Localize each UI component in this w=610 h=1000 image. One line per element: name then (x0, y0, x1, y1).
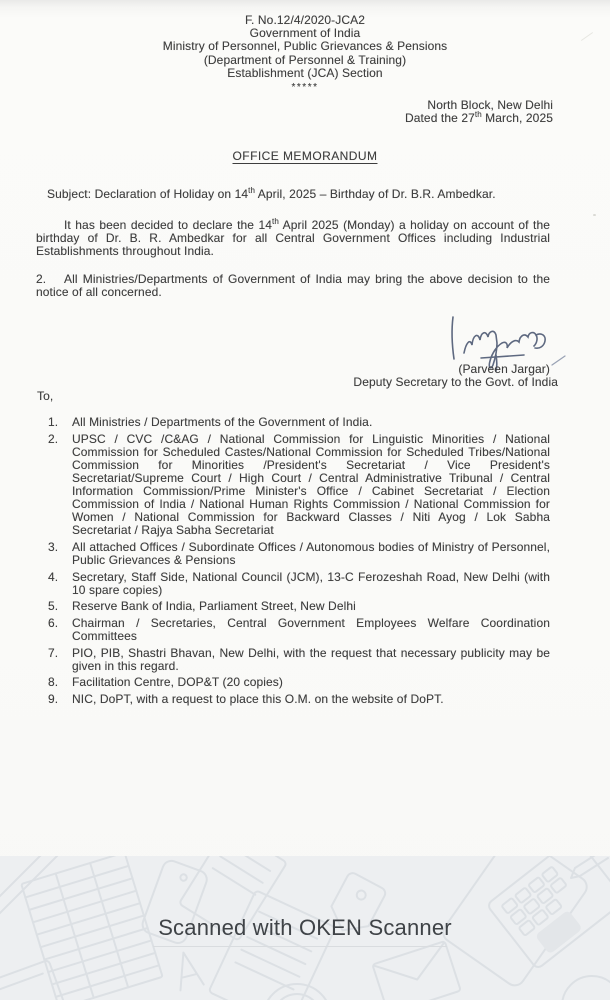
recipient-item: 5. Reserve Bank of India, Parliament Street, New Delhi (48, 599, 356, 614)
subject-line: Subject: Declaration of Holiday on 14th April, 2025 – Birthday of Dr. B.R. Ambedkar. (47, 186, 496, 201)
watermark-underline (153, 946, 447, 947)
recipient-item: 1. All Ministries / Departments of the Government of India. (48, 415, 373, 429)
letterhead (0, 14, 610, 94)
org-line-1: Government of India (249, 26, 361, 41)
recipient-item: 8. Facilitation Centre, DOP&T (20 copies) (48, 675, 283, 690)
recipient-item: 2. UPSC / CVC /C&AG / National Commission for Linguistic Minorities / National Commission for Scheduled Castes/National Commission for Scheduled Tribes/National Commission for Minorities /President's Secretariat / Vice President's Secretariat/Supreme Court / High Court / Central Administrative Tribunal / Central Information Commission/Prime Minister's Office / Cabinet Secretariat / Election Commission of India / National Human Rights Commission / National Commission for Women / National Commission for Backward Classes / Niti Ayog / Lok Sabha Secretariat / Rajya Sabha Secretariat (48, 431, 550, 538)
asterisk-separator: ***** (291, 82, 319, 94)
memorandum-title: OFFICE MEMORANDUM (232, 149, 378, 163)
place-date-block (405, 99, 553, 125)
body-paragraph-2: 2. All Ministries/Departments of Government of India may bring the above decision to the notice of all concerned. (36, 272, 550, 300)
signatory-name: (Parveen Jargar) (458, 362, 550, 376)
body-paragraph-1: It has been decided to declare the 14th April 2025 (Monday) a holiday on account of the birthday of Dr. B. R. Ambedkar for all Central Government Offices including Industrial Establishments throughout India. (36, 217, 550, 259)
to-label: To, (37, 389, 54, 403)
date-line: Dated the 27th March, 2025 (404, 110, 553, 126)
org-line-4: Establishment (JCA) Section (227, 65, 383, 80)
place-line: North Block, New Delhi (427, 98, 553, 112)
org-line-2: Ministry of Personnel, Public Grievances & Pensions (162, 39, 448, 54)
file-number: F. No.12/4/2020-JCA2 (244, 13, 366, 27)
date-superscript: th (474, 110, 482, 120)
recipient-item: 4. Secretary, Staff Side, National Council (JCM), 13-C Ferozeshah Road, New Delhi (with 10 spare copies) (48, 569, 550, 597)
scanner-footer (0, 856, 610, 1000)
subject-superscript: th (248, 186, 256, 195)
recipient-list (36, 416, 550, 709)
recipient-item: 7. PIO, PIB, Shastri Bhavan, New Delhi, with the request that necessary publicity may be given in this regard. (48, 645, 550, 673)
org-line-3: (Department of Personnel & Training) (203, 52, 407, 67)
recipient-item: 6. Chairman / Secretaries, Central Government Employees Welfare Coordination Committees (48, 615, 550, 643)
pen-tick-mark (551, 354, 567, 368)
scanner-watermark-text: Scanned with OKEN Scanner (158, 915, 452, 940)
signatory-title: Deputy Secretary to the Govt. of India (353, 375, 558, 389)
recipient-item: 9. NIC, DoPT, with a request to place this O.M. on the website of DoPT. (48, 691, 444, 706)
scan-speck (593, 214, 596, 216)
recipient-item: 3. All attached Offices / Subordinate Offices / Autonomous bodies of Ministry of Personnel, Public Grievances & Pensions (48, 539, 550, 567)
body-superscript: th (272, 217, 279, 226)
paragraph-number: 2. (36, 272, 47, 286)
